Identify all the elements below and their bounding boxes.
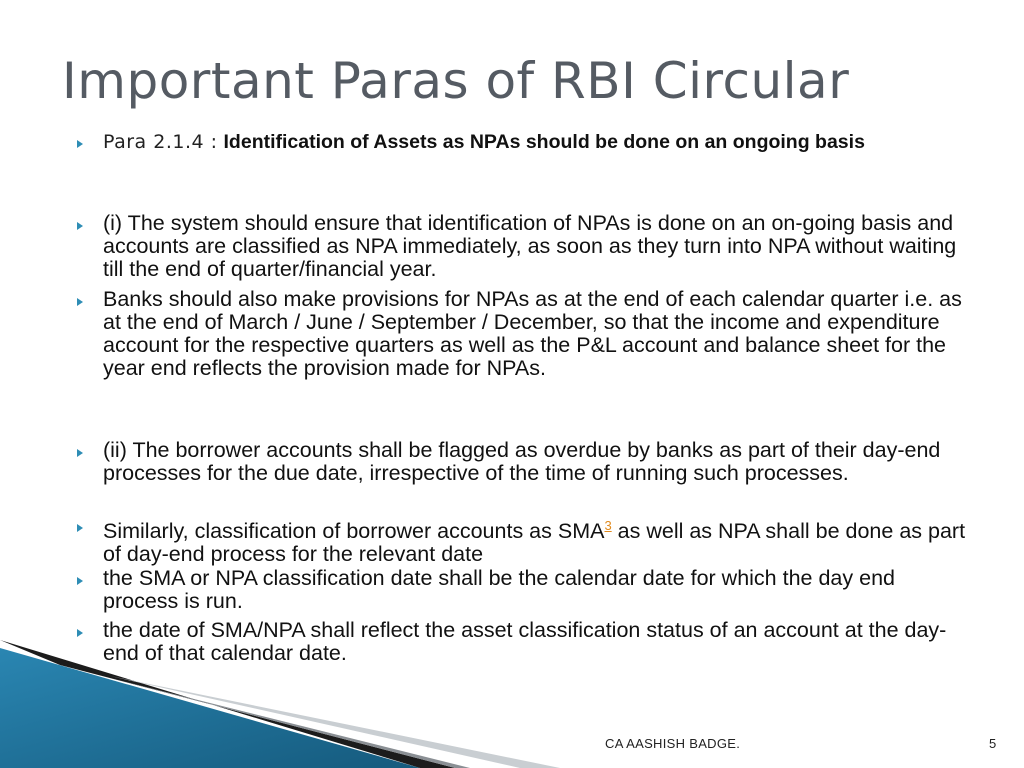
bullet-text: the SMA or NPA classification date shall be the calendar date for which the day end process is run.: [103, 566, 895, 613]
bullet-arrow-icon: [77, 298, 83, 306]
bullet-arrow-icon: [77, 524, 83, 532]
bullet-arrow-icon: [77, 449, 83, 457]
para-label: Para 2.1.4 :: [103, 131, 218, 153]
bullet-text-after: as well as NPA shall be done as part of day-end process for the relevant date: [103, 519, 966, 567]
bullet-text: (ii) The borrower accounts shall be flagged as overdue by banks as part of their day-end processes for the due date, irrespective of the time of running such processes.: [103, 438, 941, 485]
bullet-text: Banks should also make provisions for NPAs as at the end of each calendar quarter i.e. as at the end of March / June / September / December, so that the income and expenditure account for the respective quarters as well as the P&L account and balance sheet for the year end reflects the provision made for NPAs.: [103, 287, 962, 380]
para-heading: Identification of Assets as NPAs should be done on an ongoing basis: [223, 131, 865, 153]
footnote-link[interactable]: 3: [604, 518, 612, 533]
page-number: 5: [989, 736, 997, 751]
bullet-text: the date of SMA/NPA shall reflect the asset classification status of an account at the day-end of that calendar date.: [103, 618, 947, 665]
bullet-text: (i) The system should ensure that identification of NPAs is done on an on-going basis and accounts are classified as NPA immediately, as soon as they turn into NPA without waiting till the end of quarter/financial year.: [103, 211, 957, 281]
slide-title: Important Paras of RBI Circular: [62, 52, 850, 110]
bullet-arrow-icon: [77, 629, 83, 637]
bullet-arrow-icon: [77, 577, 83, 585]
bullet-text-before: Similarly, classification of borrower accounts as SMA: [103, 519, 605, 544]
bullet-arrow-icon: [77, 140, 83, 148]
bullet-arrow-icon: [77, 222, 83, 230]
footer-author: CA AASHISH BADGE.: [605, 736, 741, 751]
